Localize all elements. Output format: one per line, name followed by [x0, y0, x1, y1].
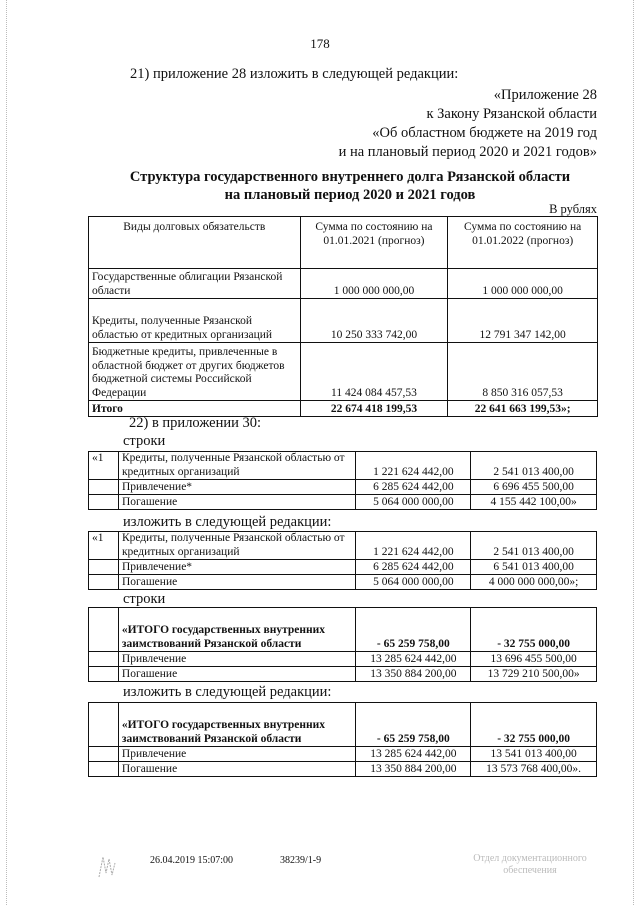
row-name: Погашение [118, 762, 356, 777]
row-value: 8 850 316 057,53 [448, 343, 598, 401]
footer-doc-number: 38239/1-9 [280, 855, 322, 866]
appendix-header [339, 86, 597, 162]
right-margin-line [633, 0, 635, 905]
total-value: 22 674 418 199,53 [300, 401, 448, 417]
row-name: Кредиты, полученные Рязанской областью от кредитных организаций [118, 532, 356, 560]
empty-cell [89, 608, 119, 652]
table-row [89, 652, 597, 667]
restate-label: изложить в следующей редакции: [123, 514, 332, 530]
row-value: 13 285 624 442,00 [356, 652, 471, 667]
row-value: 13 729 210 500,00» [471, 667, 597, 682]
row-value: 6 285 624 442,00 [356, 480, 471, 495]
empty-cell [89, 560, 119, 575]
empty-cell [89, 762, 119, 777]
left-margin-line [6, 0, 8, 905]
row-name: «ИТОГО государственных внутренних заимствований Рязанской области [118, 608, 356, 652]
table-row [89, 480, 597, 495]
total-label: Итого [89, 401, 301, 417]
row-value: 1 000 000 000,00 [300, 269, 448, 299]
title-line: на плановый период 2020 и 2021 годов [224, 187, 476, 203]
empty-cell [89, 495, 119, 510]
row-value: 5 064 000 000,00 [356, 495, 471, 510]
table-row [89, 343, 598, 401]
lines-table-4 [88, 702, 597, 777]
row-value: 13 696 455 500,00 [471, 652, 597, 667]
row-value: 4 000 000 000,00»; [471, 575, 597, 590]
footer-date: 26.04.2019 15:07:00 [150, 855, 234, 866]
appendix-line: и на плановый период 2020 и 2021 годов» [338, 144, 597, 160]
table-row [89, 299, 598, 343]
table-row [89, 560, 597, 575]
table-row [89, 608, 597, 652]
lines-label: строки [123, 591, 166, 607]
row-value: 6 285 624 442,00 [356, 560, 471, 575]
table-row [89, 667, 597, 682]
row-value: - 65 259 758,00 [356, 608, 471, 652]
row-value: 13 285 624 442,00 [356, 747, 471, 762]
table-row [89, 762, 597, 777]
lines-table-1 [88, 451, 597, 510]
total-value: 22 641 663 199,53»; [448, 401, 598, 417]
row-name: Бюджетные кредиты, привлеченные в областной бюджет от других бюджетов бюджетной системы Российской Федерации [89, 343, 301, 401]
empty-cell [89, 480, 119, 495]
row-name: Погашение [118, 495, 356, 510]
table-row [89, 747, 597, 762]
row-value: 10 250 333 742,00 [300, 299, 448, 343]
title-line: Структура государственного внутреннего долга Рязанской области [129, 169, 571, 185]
row-value: 12 791 347 142,00 [448, 299, 598, 343]
row-name: «ИТОГО государственных внутренних заимствований Рязанской области [118, 703, 356, 747]
empty-cell [89, 747, 119, 762]
empty-cell [89, 703, 119, 747]
row-value: - 32 755 000,00 [471, 608, 597, 652]
appendix-line: «Об областном бюджете на 2019 год [372, 125, 597, 141]
row-value: 2 541 013 400,00 [471, 532, 597, 560]
row-name: Государственные облигации Рязанской области [89, 269, 301, 299]
row-name: Кредиты, полученные Рязанской областью от кредитных организаций [118, 452, 356, 480]
table-row [89, 452, 597, 480]
row-name: Привлечение* [118, 480, 356, 495]
table-row [89, 532, 597, 560]
lines-table-2 [88, 531, 597, 590]
row-value: 2 541 013 400,00 [471, 452, 597, 480]
row-value: - 65 259 758,00 [356, 703, 471, 747]
lines-label: строки [123, 433, 166, 449]
row-value: 1 221 624 442,00 [356, 452, 471, 480]
row-name: Погашение [118, 575, 356, 590]
header-cell: Сумма по состоянию на 01.01.2022 (прогноз) [448, 217, 598, 269]
row-value: - 32 755 000,00 [471, 703, 597, 747]
row-value: 4 155 442 100,00» [471, 495, 597, 510]
debt-structure-table [88, 216, 598, 417]
signature-mark-icon [96, 853, 118, 881]
units-label: В рублях [549, 202, 597, 216]
table-header-row [89, 217, 598, 269]
item-21: 21) приложение 28 изложить в следующей редакции: [130, 66, 459, 82]
appendix-line: «Приложение 28 [493, 87, 597, 103]
row-value: 13 573 768 400,00». [471, 762, 597, 777]
row-value: 13 350 884 200,00 [356, 667, 471, 682]
row-number: «1 [89, 452, 119, 480]
row-number: «1 [89, 532, 119, 560]
header-cell: Виды долговых обязательств [89, 217, 301, 269]
restate-label: изложить в следующей редакции: [123, 684, 332, 700]
lines-table-3 [88, 607, 597, 682]
empty-cell [89, 667, 119, 682]
row-name: Привлечение [118, 652, 356, 667]
row-value: 6 541 013 400,00 [471, 560, 597, 575]
empty-cell [89, 575, 119, 590]
row-value: 13 350 884 200,00 [356, 762, 471, 777]
header-cell: Сумма по состоянию на 01.01.2021 (прогноз) [300, 217, 448, 269]
appendix-line: к Закону Рязанской области [426, 106, 597, 122]
row-name: Привлечение [118, 747, 356, 762]
row-name: Привлечение* [118, 560, 356, 575]
row-value: 6 696 455 500,00 [471, 480, 597, 495]
row-value: 11 424 084 457,53 [300, 343, 448, 401]
row-value: 13 541 013 400,00 [471, 747, 597, 762]
table-row [89, 495, 597, 510]
row-value: 1 221 624 442,00 [356, 532, 471, 560]
row-name: Погашение [118, 667, 356, 682]
row-name: Кредиты, полученные Рязанской областью от кредитных организаций [89, 299, 301, 343]
table-row [89, 269, 598, 299]
page-number: 178 [310, 36, 330, 51]
document-title [90, 168, 610, 204]
row-value: 5 064 000 000,00 [356, 575, 471, 590]
item-22: 22) в приложении 30: [129, 415, 262, 431]
empty-cell [89, 652, 119, 667]
table-row [89, 575, 597, 590]
row-value: 1 000 000 000,00 [448, 269, 598, 299]
table-row [89, 703, 597, 747]
department-stamp: Отдел документационного обеспечения [473, 853, 587, 876]
